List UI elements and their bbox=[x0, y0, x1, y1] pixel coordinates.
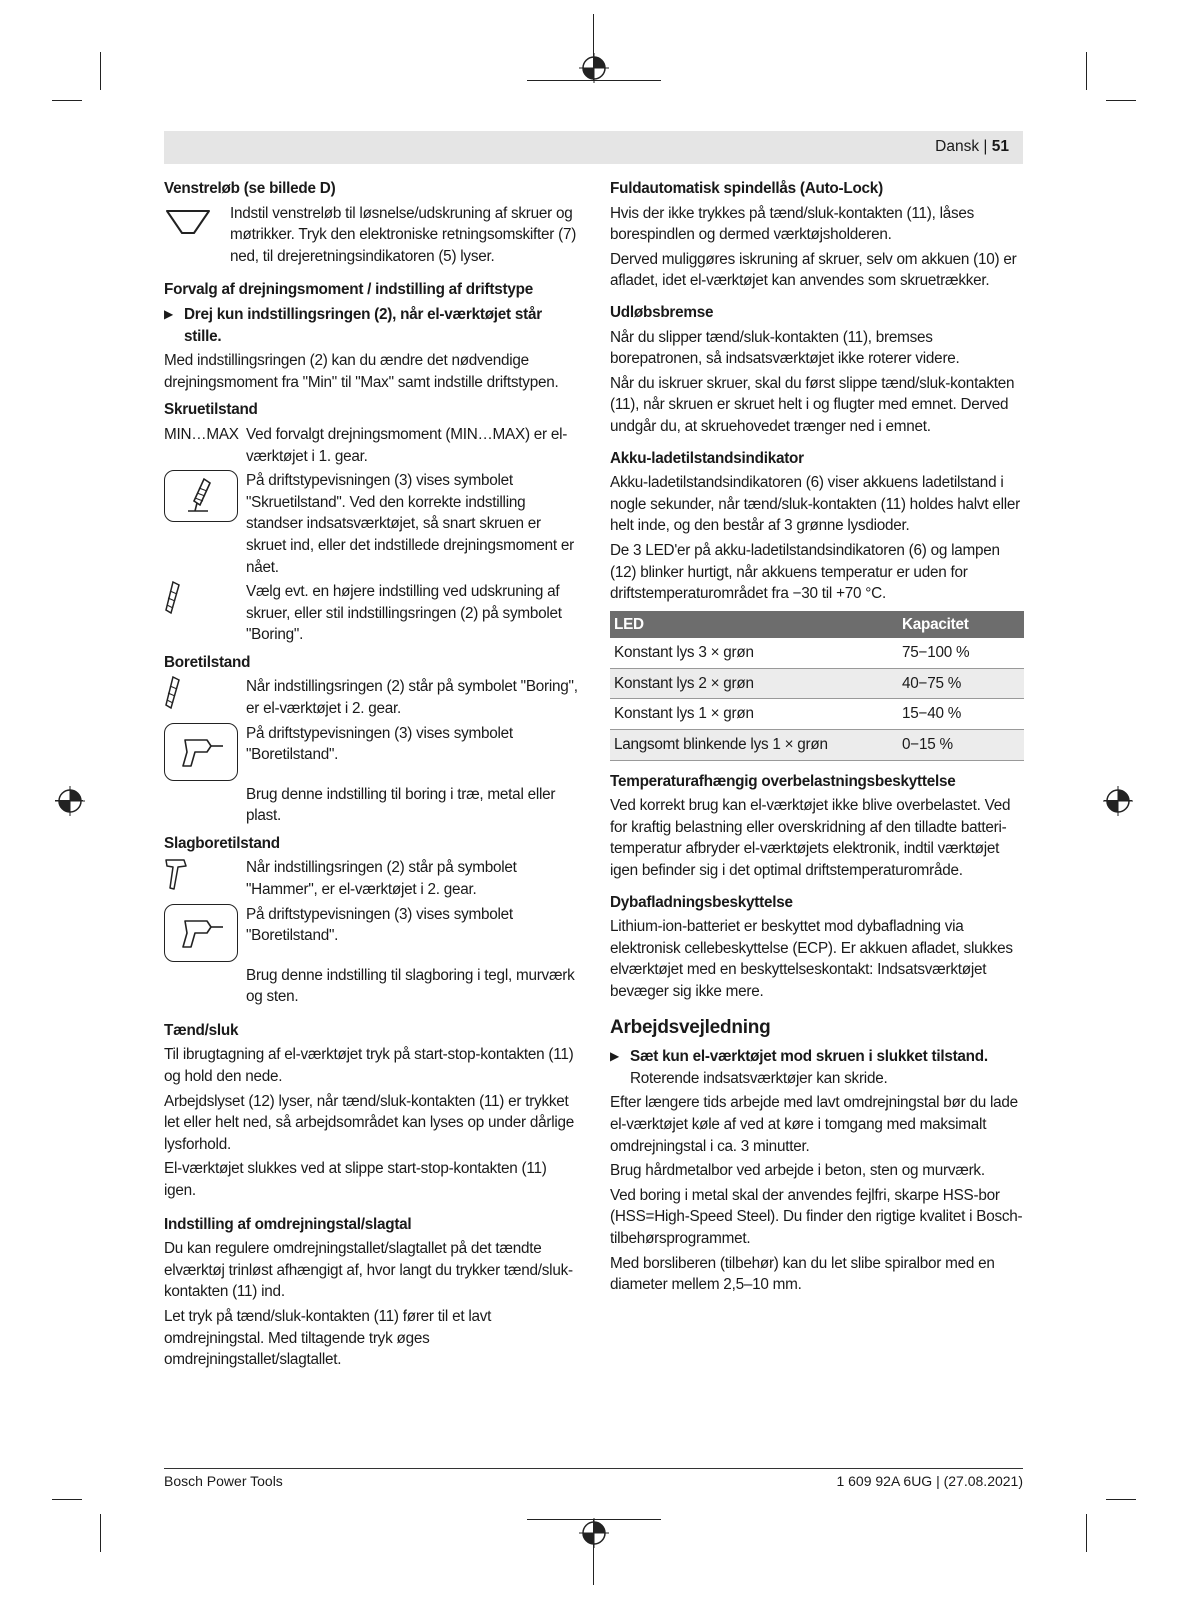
screw-mode-icon bbox=[164, 470, 238, 522]
section-title: Venstreløb (se billede D) bbox=[164, 180, 336, 197]
paragraph: Du kan regulere omdrejningstallet/slagtallet på det tændte elværktøj trinløst afhængigt af, hvor langt du trykker tænd/sluk-kontakten (11) ind. bbox=[164, 1240, 573, 1301]
icon-row bbox=[164, 581, 582, 646]
drill-bit-icon bbox=[164, 676, 246, 719]
table-header-cell: LED bbox=[610, 611, 898, 639]
icon-row bbox=[164, 676, 582, 719]
crop-mark bbox=[1086, 52, 1087, 90]
paragraph: De 3 LED'er på akku-ladetilstandsindikatoren (6) og lampen (12) blinker hurtigt, når akkuens temperatur er uden for driftstemperaturområdet fra −30 til +70 °C. bbox=[610, 541, 1000, 603]
footer-right: 1 609 92A 6UG | (27.08.2021) bbox=[836, 1473, 1023, 1489]
crop-mark bbox=[52, 100, 82, 101]
paragraph: Brug denne indstilling til slagboring i tegl, murværk og sten. bbox=[246, 966, 575, 1006]
paragraph: El-værktøjet slukkes ved at slippe start-stop-kontakten (11) igen. bbox=[164, 1160, 547, 1199]
drill-bit-icon bbox=[164, 581, 246, 646]
paragraph: På driftstypevisningen (3) vises symbolet "Boretilstand". bbox=[246, 724, 513, 764]
section-title: Udløbsbremse bbox=[610, 303, 714, 321]
warning-item bbox=[610, 1046, 1024, 1089]
table-cell: 15−40 % bbox=[898, 699, 1024, 730]
icon-row bbox=[164, 470, 582, 578]
minmax-row bbox=[164, 424, 582, 467]
crop-mark bbox=[1106, 100, 1136, 101]
table-cell: 40−75 % bbox=[898, 668, 1024, 699]
header-text bbox=[935, 138, 1009, 156]
paragraph: Ved korrekt brug kan el-værktøjet ikke blive overbelastet. Ved for kraftig belastning eller overskridning af den tilladte batteri-temperatur afbryder el-værktøjets elektronik, indtil værktøjet igen befinder sig i det optimal driftstemperaturområde. bbox=[610, 797, 1011, 880]
paragraph: Med indstillingsringen (2) kan du ændre det nødvendige drejningsmoment fra "Min" til "Max" samt indstille driftstypen. bbox=[164, 352, 559, 391]
paragraph: Akku-ladetilstandsindikatoren (6) viser akkuens ladetilstand i nogle sekunder, når tænd/sluk-kontakten (11) holdes halvt eller helt inde, og den består af 3 grønne lysdioder. bbox=[610, 474, 1020, 535]
table-cell: Konstant lys 3 × grøn bbox=[610, 638, 898, 668]
paragraph: Brug denne indstilling til boring i træ, metal eller plast. bbox=[246, 785, 556, 825]
registration-mark-icon bbox=[1103, 786, 1133, 816]
table-row bbox=[610, 699, 1024, 730]
warning-text: Sæt kun el-værktøjet mod skruen i slukket tilstand. bbox=[630, 1048, 988, 1066]
footer-left: Bosch Power Tools bbox=[164, 1473, 283, 1489]
paragraph: Med borsliberen (tilbehør) kan du let slibe spiralbor med en diameter mellem 2,5–10 mm. bbox=[610, 1254, 995, 1294]
crop-mark bbox=[1086, 1514, 1087, 1552]
table-header-cell: Kapacitet bbox=[898, 611, 1024, 639]
paragraph: Når indstillingsringen (2) står på symbolet "Hammer", er el-værktøjet i 2. gear. bbox=[246, 859, 517, 899]
paragraph: På driftstypevisningen (3) vises symbolet "Skruetilstand". Ved den korrekte indstilling standser indsatsværktøjet, så snart skruen er skruet ind, eller det indstillede drejningsmoment er nået. bbox=[246, 472, 574, 576]
paragraph: Indstil venstreløb til løsnelse/udskruning af skruer og møtrikker. Tryk den elektroniske retningsomskifter (7) ned, til drejeretningsindikatoren (5) lyser. bbox=[230, 204, 577, 265]
header-language: Dansk bbox=[935, 138, 980, 155]
table-cell: 0−15 % bbox=[898, 730, 1024, 761]
page-header bbox=[164, 131, 1023, 164]
table-row bbox=[610, 638, 1024, 668]
registration-mark-icon bbox=[579, 53, 609, 83]
paragraph: Arbejdslyset (12) lyser, når tænd/sluk-kontakten (11) er trykket let eller helt ned, så arbejdsområdet kan lyses op under dårlige lysforhold. bbox=[164, 1092, 575, 1153]
icon-row bbox=[164, 203, 582, 268]
crop-mark bbox=[1106, 1499, 1136, 1500]
section-title: Tænd/sluk bbox=[164, 1021, 239, 1039]
led-capacity-table bbox=[610, 611, 1024, 761]
header-separator: | bbox=[983, 138, 988, 155]
text-row bbox=[164, 784, 582, 827]
section-title: Fuldautomatisk spindellås (Auto-Lock) bbox=[610, 180, 883, 197]
table-row bbox=[610, 668, 1024, 699]
registration-mark-icon bbox=[55, 786, 85, 816]
drill-mode-icon bbox=[164, 904, 238, 962]
section-title: Boretilstand bbox=[164, 653, 251, 671]
table-cell: 75−100 % bbox=[898, 638, 1024, 668]
section-title: Forvalg af drejningsmoment / indstilling af driftstype bbox=[164, 281, 533, 299]
paragraph: Når indstillingsringen (2) står på symbolet "Boring", er el-værktøjet i 2. gear. bbox=[246, 678, 578, 718]
chapter-title: Arbejdsvejledning bbox=[610, 1016, 771, 1038]
rotation-left-icon bbox=[164, 203, 230, 268]
paragraph: Til ibrugtagning af el-værktøjet tryk på start-stop-kontakten (11) og hold den nede. bbox=[164, 1046, 574, 1085]
drill-mode-icon bbox=[164, 723, 238, 781]
table-cell: Langsomt blinkende lys 1 × grøn bbox=[610, 730, 898, 761]
paragraph: Let tryk på tænd/sluk-kontakten (11) fører til et lavt omdrejningstal. Med tiltagende tryk øges omdrejningstallet/slagtallet. bbox=[164, 1307, 492, 1369]
left-column bbox=[164, 178, 582, 1374]
crop-mark bbox=[52, 1499, 82, 1500]
paragraph: Lithium-ion-batteriet er beskyttet mod dybafladning via elektronisk cellebeskyttelse (ECP). Er akkuen afladet, slukkes elværktøjet med en beskyttelseskontakt: Indsatsværktøjet bevæger sig ikke mere. bbox=[610, 918, 1013, 1000]
icon-row bbox=[164, 857, 582, 900]
page-number: 51 bbox=[991, 138, 1009, 155]
section-title: Akku-ladetilstandsindikator bbox=[610, 449, 804, 467]
paragraph: På driftstypevisningen (3) vises symbolet "Boretilstand". bbox=[246, 905, 513, 945]
section-title: Skruetilstand bbox=[164, 401, 258, 419]
section-title: Indstilling af omdrejningstal/slagtal bbox=[164, 1215, 412, 1233]
paragraph: Ved forvalgt drejningsmoment (MIN…MAX) er el-værktøjet i 1. gear. bbox=[246, 425, 568, 465]
table-row bbox=[610, 730, 1024, 761]
paragraph: Ved boring i metal skal der anvendes fejlfri, skarpe HSS-bor (HSS=High-Speed Steel). Du finder den rigtige kvalitet i Bosch-tilbehørsprogrammet. bbox=[610, 1186, 1023, 1247]
paragraph: Når du iskruer skruer, skal du først slippe tænd/sluk-kontakten (11), når skruen er skruet helt i og flugter med emnet. Derved undgår du, at skruehovedet trænger ned i emnet. bbox=[610, 374, 1015, 435]
paragraph: Efter længere tids arbejde med lavt omdrejningstal bør du lade el-værktøjet køle af ved at køre i tomgang med maksimalt omdrejningstal i ca. 3 minutter. bbox=[610, 1094, 1018, 1155]
paragraph: Brug hårdmetalbor ved arbejde i beton, sten og murværk. bbox=[610, 1162, 985, 1180]
icon-row bbox=[164, 723, 582, 781]
warning-subtext: Roterende indsatsværktøjer kan skride. bbox=[630, 1069, 888, 1087]
icon-row bbox=[164, 904, 582, 962]
paragraph: Derved muliggøres iskruning af skruer, selv om akkuen (10) er afladet, idet el-værktøjet kan anvendes som skruetrækker. bbox=[610, 250, 1017, 290]
paragraph: Vælg evt. en højere indstilling ved udskruning af skruer, eller stil indstillingsringen (2) på symbolet "Boring". bbox=[246, 583, 562, 644]
minmax-label: MIN…MAX bbox=[164, 425, 239, 443]
section-title: Temperaturafhængig overbelastningsbeskyttelse bbox=[610, 772, 956, 790]
warning-item: ▶ Drej kun indstillingsringen (2), når el-værktøjet står stille. bbox=[164, 304, 582, 347]
registration-mark-icon bbox=[579, 1518, 609, 1548]
table-cell: Konstant lys 1 × grøn bbox=[610, 699, 898, 730]
text-row bbox=[164, 965, 582, 1008]
section-title: Slagboretilstand bbox=[164, 834, 280, 852]
section-title: Dybafladningsbeskyttelse bbox=[610, 893, 793, 911]
footer-divider bbox=[164, 1468, 1023, 1469]
right-column bbox=[610, 178, 1024, 1299]
paragraph: Hvis der ikke trykkes på tænd/sluk-kontakten (11), låses borespindlen og dermed værktøjsholderen. bbox=[610, 204, 975, 244]
table-header-row bbox=[610, 611, 1024, 639]
table-cell: Konstant lys 2 × grøn bbox=[610, 668, 898, 699]
hammer-icon bbox=[164, 857, 246, 900]
paragraph: Når du slipper tænd/sluk-kontakten (11), bremses borepatronen, så indsatsværktøjet ikke roterer videre. bbox=[610, 328, 960, 368]
crop-mark bbox=[100, 52, 101, 90]
crop-mark bbox=[100, 1514, 101, 1552]
